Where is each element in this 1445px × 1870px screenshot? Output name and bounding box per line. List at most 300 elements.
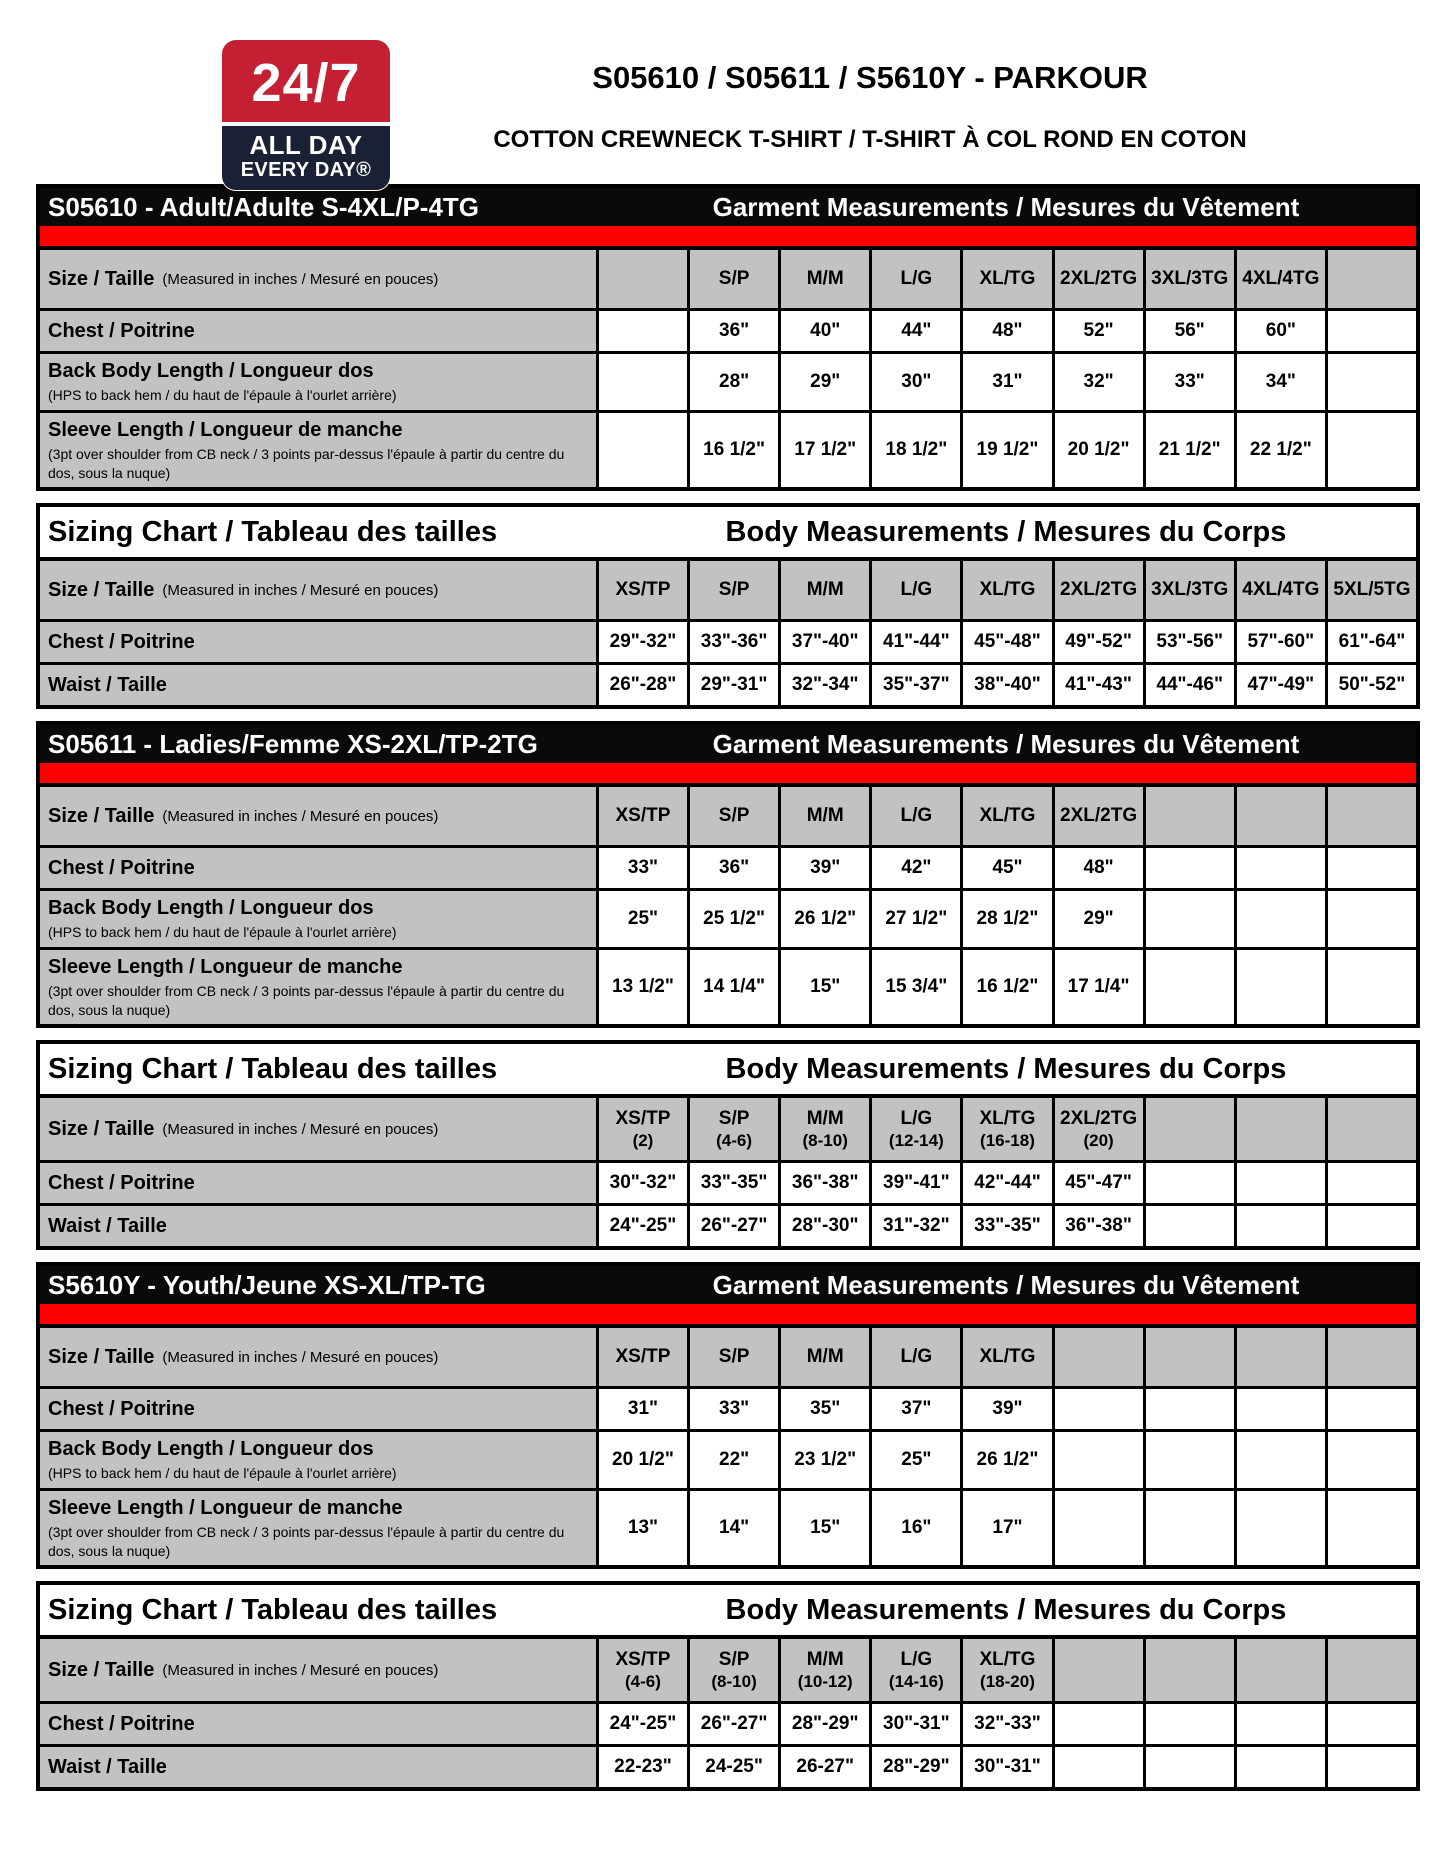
value-cell: 33" — [1143, 354, 1234, 410]
size-col-header — [687, 1639, 778, 1701]
red-accent-bar — [40, 763, 1416, 787]
size-header-row — [40, 561, 1416, 619]
value-cell: 16 1/2" — [960, 950, 1051, 1024]
row-label — [40, 354, 596, 410]
measurement-row — [40, 662, 1416, 705]
row-label-text: Sleeve Length / Longueur de manche — [48, 1497, 403, 1520]
size-col-header: 2XL/2TG — [1052, 787, 1143, 845]
size-col-header — [869, 1098, 960, 1160]
s5610y-youth-sizing-table — [36, 1581, 1420, 1791]
logo-every-day-text: EVERY DAY® — [240, 159, 372, 182]
size-col-header — [869, 1639, 960, 1701]
measurement-row — [40, 845, 1416, 888]
value-cell: 29" — [1052, 891, 1143, 947]
row-label-text: Waist / Taille — [48, 1214, 167, 1237]
value-cell — [1052, 1432, 1143, 1488]
size-col-header: XL/TG — [960, 787, 1051, 845]
value-cell — [1325, 1206, 1416, 1246]
value-cell: 36"-38" — [1052, 1206, 1143, 1246]
row-label — [40, 665, 596, 705]
value-cell — [1325, 1491, 1416, 1565]
value-cell: 42"-44" — [960, 1163, 1051, 1203]
value-cell — [1052, 1491, 1143, 1565]
size-col-header: S/P — [687, 250, 778, 308]
value-cell — [1234, 1432, 1325, 1488]
size-col-header: XS/TP — [596, 787, 687, 845]
section-title: S05610 - Adult/Adulte S-4XL/P-4TG — [48, 191, 480, 222]
size-header-row — [40, 250, 1416, 308]
size-name: L/G — [900, 1648, 933, 1670]
value-cell: 26 1/2" — [778, 891, 869, 947]
value-cell: 50"-52" — [1325, 665, 1416, 705]
value-cell: 30" — [869, 354, 960, 410]
value-cell: 39"-41" — [869, 1163, 960, 1203]
value-cell: 26 1/2" — [960, 1432, 1051, 1488]
value-cell: 26-27" — [778, 1747, 869, 1787]
size-measure-note: (Measured in inches / Mesuré en pouces) — [162, 270, 439, 288]
measurement-row — [40, 1429, 1416, 1488]
value-cell — [1325, 1747, 1416, 1787]
size-col-header: L/G — [869, 561, 960, 619]
value-cell: 15" — [778, 1491, 869, 1565]
s05610-adult-garment-table — [36, 184, 1420, 491]
value-cell: 52" — [1052, 311, 1143, 351]
size-label-text: Size / Taille — [48, 1658, 155, 1681]
value-cell — [1325, 891, 1416, 947]
logo-tagline — [222, 122, 390, 190]
body-measurements-heading: Body Measurements / Mesures du Corps — [725, 1052, 1287, 1085]
value-cell: 26"-28" — [596, 665, 687, 705]
size-col-header — [687, 1098, 778, 1160]
size-name: S/P — [718, 1648, 750, 1670]
brand-logo — [222, 40, 390, 190]
size-col-header — [1143, 1639, 1234, 1701]
value-cell — [1143, 1432, 1234, 1488]
value-cell — [1143, 1491, 1234, 1565]
row-label-text: Chest / Poitrine — [48, 1397, 195, 1420]
section-title: S5610Y - Youth/Jeune XS-XL/TP-TG — [48, 1269, 486, 1300]
size-range: (8-10) — [711, 1672, 757, 1692]
size-col-header — [596, 250, 687, 308]
size-col-header: S/P — [687, 1328, 778, 1386]
size-col-header — [960, 1639, 1051, 1701]
measurement-row — [40, 410, 1416, 487]
value-cell: 33" — [687, 1389, 778, 1429]
s05611-ladies-sizing-table — [36, 1040, 1420, 1250]
size-label-text: Size / Taille — [48, 804, 155, 827]
size-col-header — [960, 1098, 1051, 1160]
size-col-header: 3XL/3TG — [1143, 250, 1234, 308]
value-cell: 23 1/2" — [778, 1432, 869, 1488]
value-cell: 30"-31" — [869, 1704, 960, 1744]
document-header — [36, 40, 1420, 182]
value-cell: 29"-32" — [596, 622, 687, 662]
size-label — [40, 1328, 596, 1386]
value-cell — [1052, 1389, 1143, 1429]
size-col-header: 4XL/4TG — [1234, 561, 1325, 619]
row-label — [40, 1389, 596, 1429]
size-col-header: M/M — [778, 250, 869, 308]
value-cell: 17" — [960, 1491, 1051, 1565]
value-cell: 31" — [596, 1389, 687, 1429]
row-label — [40, 848, 596, 888]
value-cell — [1234, 1206, 1325, 1246]
logo-all-day-text: ALL DAY — [249, 130, 363, 160]
value-cell: 33"-35" — [687, 1163, 778, 1203]
size-name: M/M — [806, 1648, 844, 1670]
value-cell: 25 1/2" — [687, 891, 778, 947]
size-measure-note: (Measured in inches / Mesuré en pouces) — [162, 1661, 439, 1679]
value-cell: 36"-38" — [778, 1163, 869, 1203]
size-range: (18-20) — [980, 1672, 1035, 1692]
measurement-row — [40, 308, 1416, 351]
value-cell: 35"-37" — [869, 665, 960, 705]
value-cell — [1052, 1747, 1143, 1787]
value-cell — [596, 311, 687, 351]
value-cell — [1143, 848, 1234, 888]
value-cell: 26"-27" — [687, 1704, 778, 1744]
size-col-header — [1052, 1639, 1143, 1701]
size-name: 2XL/2TG — [1060, 1107, 1138, 1129]
value-cell: 41"-43" — [1052, 665, 1143, 705]
size-label-text: Size / Taille — [48, 1117, 155, 1140]
row-label-text: Sleeve Length / Longueur de manche — [48, 956, 403, 979]
size-name: M/M — [806, 1107, 844, 1129]
value-cell — [1325, 311, 1416, 351]
value-cell — [1234, 950, 1325, 1024]
value-cell: 25" — [596, 891, 687, 947]
measurement-row — [40, 351, 1416, 410]
size-range: (2) — [632, 1131, 654, 1151]
measurement-row — [40, 1744, 1416, 1787]
size-measure-note: (Measured in inches / Mesuré en pouces) — [162, 807, 439, 825]
value-cell — [1325, 1389, 1416, 1429]
row-label-text: Back Body Length / Longueur dos — [48, 360, 374, 383]
size-col-header: S/P — [687, 561, 778, 619]
section-header-bar — [40, 1266, 1416, 1304]
row-label — [40, 1432, 596, 1488]
row-label-note: (HPS to back hem / du haut de l'épaule à l'ourlet arrière) — [48, 1465, 397, 1482]
value-cell: 26"-27" — [687, 1206, 778, 1246]
value-cell — [1325, 1432, 1416, 1488]
garment-measurements-heading: Garment Measurements / Mesures du Vêtement — [712, 728, 1300, 759]
value-cell — [1325, 354, 1416, 410]
size-col-header — [1052, 1328, 1143, 1386]
row-label — [40, 1747, 596, 1787]
size-name: XS/TP — [615, 1107, 671, 1129]
size-col-header: M/M — [778, 1328, 869, 1386]
value-cell — [1143, 1206, 1234, 1246]
row-label-text: Waist / Taille — [48, 673, 167, 696]
value-cell: 13" — [596, 1491, 687, 1565]
size-col-header: L/G — [869, 1328, 960, 1386]
size-col-header — [1143, 787, 1234, 845]
measurement-row — [40, 947, 1416, 1024]
value-cell: 28"-29" — [778, 1704, 869, 1744]
body-measurements-heading: Body Measurements / Mesures du Corps — [725, 515, 1287, 548]
value-cell: 47"-49" — [1234, 665, 1325, 705]
size-col-header — [1325, 1639, 1416, 1701]
value-cell: 33" — [596, 848, 687, 888]
value-cell: 44" — [869, 311, 960, 351]
value-cell — [1234, 1704, 1325, 1744]
size-name: L/G — [900, 1107, 933, 1129]
size-label — [40, 1098, 596, 1160]
size-header-row — [40, 1328, 1416, 1386]
measurement-row — [40, 1701, 1416, 1744]
row-label — [40, 622, 596, 662]
size-col-header — [778, 1639, 869, 1701]
size-measure-note: (Measured in inches / Mesuré en pouces) — [162, 1348, 439, 1366]
size-col-header: XL/TG — [960, 1328, 1051, 1386]
value-cell: 14" — [687, 1491, 778, 1565]
value-cell: 20 1/2" — [1052, 413, 1143, 487]
value-cell: 15" — [778, 950, 869, 1024]
size-range: (16-18) — [980, 1131, 1035, 1151]
value-cell: 30"-31" — [960, 1747, 1051, 1787]
value-cell: 24"-25" — [596, 1206, 687, 1246]
logo-24-7-text: 24/7 — [222, 40, 390, 122]
size-col-header — [778, 1098, 869, 1160]
sizing-chart-header-bar — [40, 1585, 1416, 1639]
value-cell: 19 1/2" — [960, 413, 1051, 487]
value-cell: 31"-32" — [869, 1206, 960, 1246]
value-cell: 28 1/2" — [960, 891, 1051, 947]
product-codes-title: S05610 / S05611 / S5610Y - PARKOUR — [592, 60, 1148, 95]
value-cell: 28"-30" — [778, 1206, 869, 1246]
size-header-row — [40, 1098, 1416, 1160]
size-col-header: M/M — [778, 787, 869, 845]
value-cell: 17 1/4" — [1052, 950, 1143, 1024]
value-cell: 24"-25" — [596, 1704, 687, 1744]
value-cell: 34" — [1234, 354, 1325, 410]
size-col-header: S/P — [687, 787, 778, 845]
row-label-note: (HPS to back hem / du haut de l'épaule à l'ourlet arrière) — [48, 924, 397, 941]
s05611-ladies-garment-table — [36, 721, 1420, 1028]
sizing-chart-title: Sizing Chart / Tableau des tailles — [48, 1052, 498, 1085]
size-col-header — [1052, 1098, 1143, 1160]
size-col-header: XS/TP — [596, 561, 687, 619]
value-cell: 30"-32" — [596, 1163, 687, 1203]
size-col-header — [1234, 1328, 1325, 1386]
red-accent-bar — [40, 226, 1416, 250]
value-cell: 14 1/4" — [687, 950, 778, 1024]
size-col-header — [596, 1639, 687, 1701]
value-cell — [1143, 1747, 1234, 1787]
section-header-bar — [40, 188, 1416, 226]
size-col-header — [1234, 787, 1325, 845]
size-label — [40, 1639, 596, 1701]
row-label-text: Chest / Poitrine — [48, 1712, 195, 1735]
row-label-text: Waist / Taille — [48, 1755, 167, 1778]
value-cell — [1325, 413, 1416, 487]
row-label-note: (3pt over shoulder from CB neck / 3 points par-dessus l'épaule à partir du centre du dos, sous la nuque) — [48, 983, 565, 1018]
value-cell: 56" — [1143, 311, 1234, 351]
row-label-note: (3pt over shoulder from CB neck / 3 points par-dessus l'épaule à partir du centre du dos, sous la nuque) — [48, 1524, 565, 1559]
measurement-row — [40, 1203, 1416, 1246]
value-cell: 49"-52" — [1052, 622, 1143, 662]
s05610-adult-sizing-table — [36, 503, 1420, 709]
size-range: (4-6) — [625, 1672, 661, 1692]
size-col-header — [1325, 787, 1416, 845]
product-name-subtitle: COTTON CREWNECK T-SHIRT / T-SHIRT À COL ROND EN COTON — [493, 126, 1247, 153]
row-label — [40, 311, 596, 351]
value-cell: 24-25" — [687, 1747, 778, 1787]
value-cell: 36" — [687, 848, 778, 888]
value-cell — [1052, 1704, 1143, 1744]
row-label-text: Chest / Poitrine — [48, 1171, 195, 1194]
row-label — [40, 950, 596, 1024]
size-col-header: XL/TG — [960, 561, 1051, 619]
value-cell — [1143, 1163, 1234, 1203]
measurement-row — [40, 1160, 1416, 1203]
row-label-note: (HPS to back hem / du haut de l'épaule à l'ourlet arrière) — [48, 387, 397, 404]
size-name: S/P — [718, 1107, 750, 1129]
sizing-chart-header-bar — [40, 1044, 1416, 1098]
row-label-text: Back Body Length / Longueur dos — [48, 1438, 374, 1461]
value-cell: 22-23" — [596, 1747, 687, 1787]
size-col-header: M/M — [778, 561, 869, 619]
value-cell: 45"-47" — [1052, 1163, 1143, 1203]
size-range: (8-10) — [802, 1131, 848, 1151]
size-label — [40, 787, 596, 845]
size-label-text: Size / Taille — [48, 267, 155, 290]
size-label-text: Size / Taille — [48, 1345, 155, 1368]
size-col-header: L/G — [869, 787, 960, 845]
size-name: XL/TG — [979, 1107, 1036, 1129]
measurement-row — [40, 1386, 1416, 1429]
size-col-header: 3XL/3TG — [1143, 561, 1234, 619]
value-cell — [596, 354, 687, 410]
value-cell — [1143, 1389, 1234, 1429]
size-col-header: L/G — [869, 250, 960, 308]
value-cell: 29"-31" — [687, 665, 778, 705]
size-col-header: XL/TG — [960, 250, 1051, 308]
row-label — [40, 1704, 596, 1744]
value-cell: 35" — [778, 1389, 869, 1429]
size-col-header — [1325, 250, 1416, 308]
row-label-note: (3pt over shoulder from CB neck / 3 points par-dessus l'épaule à partir du centre du dos, sous la nuque) — [48, 446, 565, 481]
value-cell: 15 3/4" — [869, 950, 960, 1024]
value-cell: 25" — [869, 1432, 960, 1488]
value-cell: 36" — [687, 311, 778, 351]
size-col-header — [596, 1098, 687, 1160]
size-measure-note: (Measured in inches / Mesuré en pouces) — [162, 1120, 439, 1138]
size-header-row — [40, 787, 1416, 845]
value-cell: 32" — [1052, 354, 1143, 410]
value-cell: 22 1/2" — [1234, 413, 1325, 487]
value-cell: 45" — [960, 848, 1051, 888]
value-cell — [1143, 1704, 1234, 1744]
value-cell: 27 1/2" — [869, 891, 960, 947]
size-col-header — [1143, 1098, 1234, 1160]
title-block — [390, 40, 1420, 154]
value-cell: 16" — [869, 1491, 960, 1565]
value-cell: 22" — [687, 1432, 778, 1488]
size-label — [40, 561, 596, 619]
value-cell: 31" — [960, 354, 1051, 410]
value-cell — [1234, 891, 1325, 947]
size-col-header — [1234, 1098, 1325, 1160]
red-accent-bar — [40, 1304, 1416, 1328]
measurement-row — [40, 619, 1416, 662]
value-cell: 32"-34" — [778, 665, 869, 705]
value-cell — [1325, 848, 1416, 888]
value-cell: 48" — [1052, 848, 1143, 888]
size-label — [40, 250, 596, 308]
measurement-row — [40, 888, 1416, 947]
size-col-header: 2XL/2TG — [1052, 561, 1143, 619]
row-label — [40, 891, 596, 947]
size-name: XS/TP — [615, 1648, 671, 1670]
measurement-tables — [36, 184, 1420, 1791]
measurement-row — [40, 1488, 1416, 1565]
value-cell — [1234, 1491, 1325, 1565]
size-col-header — [1325, 1328, 1416, 1386]
row-label-text: Chest / Poitrine — [48, 856, 195, 879]
s5610y-youth-garment-table — [36, 1262, 1420, 1569]
size-name: XL/TG — [979, 1648, 1036, 1670]
body-measurements-heading: Body Measurements / Mesures du Corps — [725, 1593, 1287, 1626]
value-cell: 32"-33" — [960, 1704, 1051, 1744]
value-cell: 16 1/2" — [687, 413, 778, 487]
value-cell — [1143, 891, 1234, 947]
value-cell — [1325, 950, 1416, 1024]
value-cell — [1234, 1389, 1325, 1429]
size-range: (20) — [1083, 1131, 1114, 1151]
value-cell — [1234, 1163, 1325, 1203]
size-range: (14-16) — [888, 1672, 944, 1692]
value-cell — [1234, 848, 1325, 888]
row-label — [40, 1206, 596, 1246]
value-cell: 39" — [960, 1389, 1051, 1429]
value-cell: 42" — [869, 848, 960, 888]
value-cell: 33"-35" — [960, 1206, 1051, 1246]
size-label-text: Size / Taille — [48, 578, 155, 601]
size-range: (12-14) — [888, 1131, 944, 1151]
value-cell: 44"-46" — [1143, 665, 1234, 705]
value-cell: 37"-40" — [778, 622, 869, 662]
value-cell: 20 1/2" — [596, 1432, 687, 1488]
size-col-header — [1234, 1639, 1325, 1701]
size-col-header: 2XL/2TG — [1052, 250, 1143, 308]
value-cell: 33"-36" — [687, 622, 778, 662]
value-cell: 61"-64" — [1325, 622, 1416, 662]
sizing-chart-title: Sizing Chart / Tableau des tailles — [48, 1593, 498, 1626]
value-cell: 37" — [869, 1389, 960, 1429]
value-cell: 38"-40" — [960, 665, 1051, 705]
value-cell: 40" — [778, 311, 869, 351]
size-measure-note: (Measured in inches / Mesuré en pouces) — [162, 581, 439, 599]
value-cell — [1234, 1747, 1325, 1787]
value-cell: 41"-44" — [869, 622, 960, 662]
size-col-header — [1325, 1098, 1416, 1160]
value-cell: 57"-60" — [1234, 622, 1325, 662]
value-cell: 13 1/2" — [596, 950, 687, 1024]
value-cell — [1325, 1704, 1416, 1744]
section-title: S05611 - Ladies/Femme XS-2XL/TP-2TG — [48, 728, 538, 759]
row-label-text: Chest / Poitrine — [48, 319, 195, 342]
row-label — [40, 1491, 596, 1565]
size-range: (4-6) — [716, 1131, 753, 1151]
size-col-header: XS/TP — [596, 1328, 687, 1386]
value-cell: 28" — [687, 354, 778, 410]
size-col-header — [1143, 1328, 1234, 1386]
value-cell: 28"-29" — [869, 1747, 960, 1787]
row-label-text: Chest / Poitrine — [48, 630, 195, 653]
section-header-bar — [40, 725, 1416, 763]
value-cell: 29" — [778, 354, 869, 410]
